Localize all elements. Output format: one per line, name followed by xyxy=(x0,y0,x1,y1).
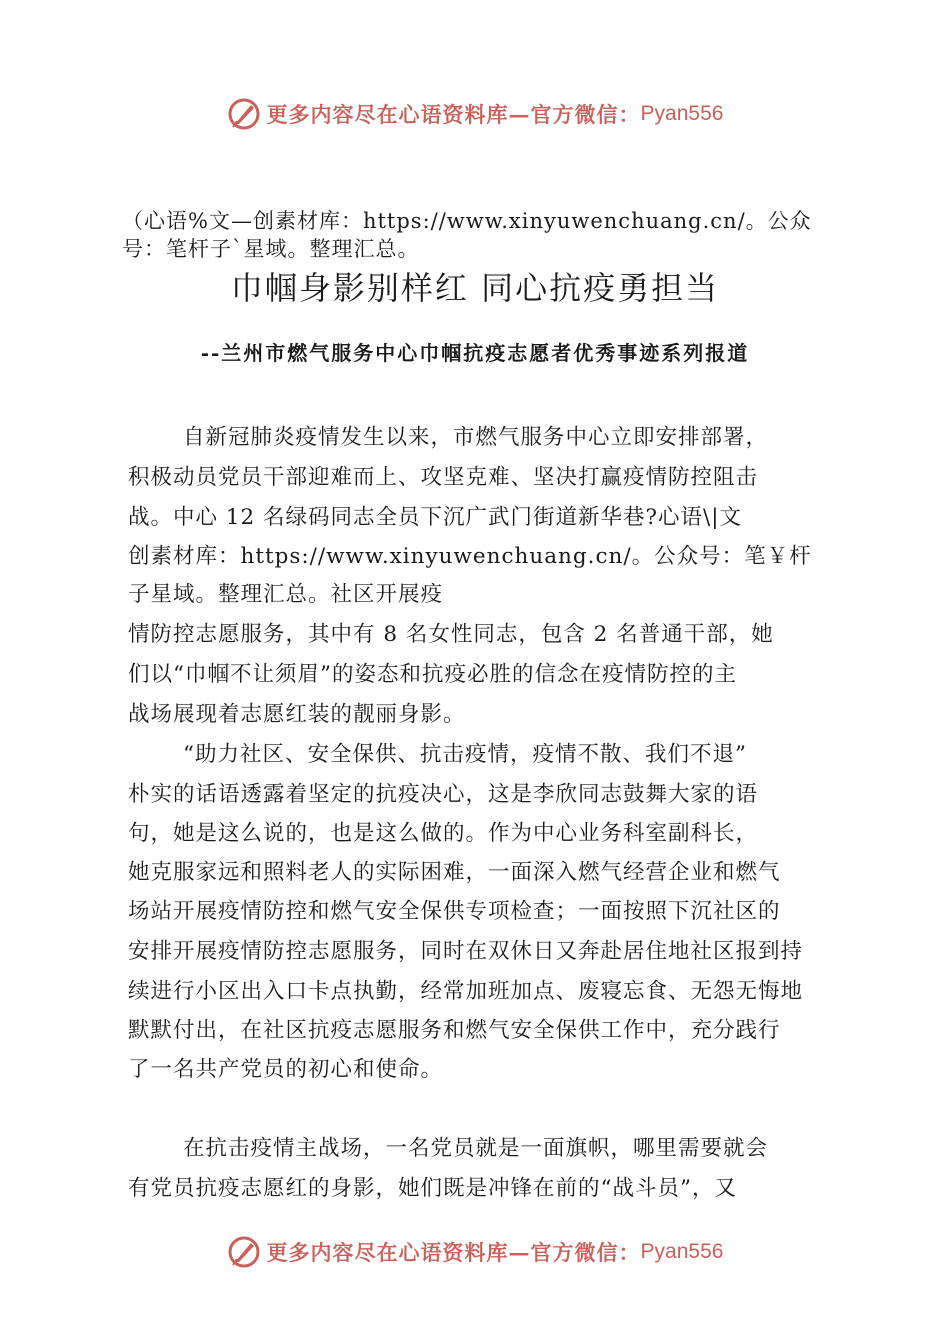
quill-logo-icon xyxy=(227,97,261,131)
footer-banner xyxy=(0,1232,950,1272)
body-line: 战场展现着志愿红装的靓丽身影。 xyxy=(128,702,466,727)
body-line: 朴实的话语透露着坚定的抗疫决心，这是李欣同志鼓舞大家的语 xyxy=(128,782,759,807)
banner-text: 更多内容尽在心语资料库—官方微信： xyxy=(266,102,641,127)
body-line: 安排开展疫情防控志愿服务，同时在双休日又奔赴居住地社区报到持 xyxy=(128,939,804,964)
banner-wechat-id: Pyan556 xyxy=(640,1240,724,1263)
body-line: 了一名共产党员的初心和使命。 xyxy=(128,1057,444,1082)
body-line: 战。中心 12 名绿码同志全员下沉广武门街道新华巷?心语\|文 xyxy=(128,505,743,530)
header-banner xyxy=(0,94,950,134)
body-line: “助力社区、安全保供、抗击疫情，疫情不散、我们不退” xyxy=(183,742,747,767)
body-line: 在抗击疫情主战场，一名党员就是一面旗帜，哪里需要就会 xyxy=(183,1136,769,1161)
body-line: 续进行小区出入口卡点执勤，经常加班加点、废寝忘食、无怨无悔地 xyxy=(128,979,804,1004)
body-line: 默默付出，在社区抗疫志愿服务和燃气安全保供工作中，充分践行 xyxy=(128,1018,781,1043)
body-line: 有党员抗疫志愿红的身影，她们既是冲锋在前的“战斗员”，又 xyxy=(128,1176,737,1201)
source-note-line-1: （心语%文—创素材库：https://www.xinyuwenchuang.cn/。公众 xyxy=(122,209,812,233)
quill-logo-icon xyxy=(227,1235,261,1269)
article-title: 巾帼身影别样红 同心抗疫勇担当 xyxy=(230,269,720,307)
body-line: 句，她是这么说的，也是这么做的。作为中心业务科室副科长， xyxy=(128,821,759,846)
banner-text: 更多内容尽在心语资料库—官方微信： xyxy=(266,1240,641,1265)
body-line: 她克服家远和照料老人的实际困难，一面深入燃气经营企业和燃气 xyxy=(128,860,781,885)
banner-wechat-id: Pyan556 xyxy=(640,102,724,125)
body-line: 情防控志愿服务，其中有 8 名女性同志，包含 2 名普通干部，她 xyxy=(128,622,774,647)
body-line: 们以“巾帼不让须眉”的姿态和抗疫必胜的信念在疫情防控的主 xyxy=(128,662,737,687)
body-line: 积极动员党员干部迎难而上、攻坚克难、坚决打赢疫情防控阻击 xyxy=(128,465,759,490)
body-line: 子星域。整理汇总。社区开展疫 xyxy=(128,582,444,607)
body-line: 创素材库：https://www.xinyuwenchuang.cn/。公众号：笔￥杆 xyxy=(128,544,812,569)
article-subtitle: --兰州市燃气服务中心巾帼抗疫志愿者优秀事迹系列报道 xyxy=(200,341,750,365)
source-note-line-2: 号：笔杆子`星域。整理汇总。 xyxy=(122,237,420,261)
body-line: 自新冠肺炎疫情发生以来，市燃气服务中心立即安排部署， xyxy=(183,425,769,450)
body-line: 场站开展疫情防控和燃气安全保供专项检查；一面按照下沉社区的 xyxy=(128,899,781,924)
